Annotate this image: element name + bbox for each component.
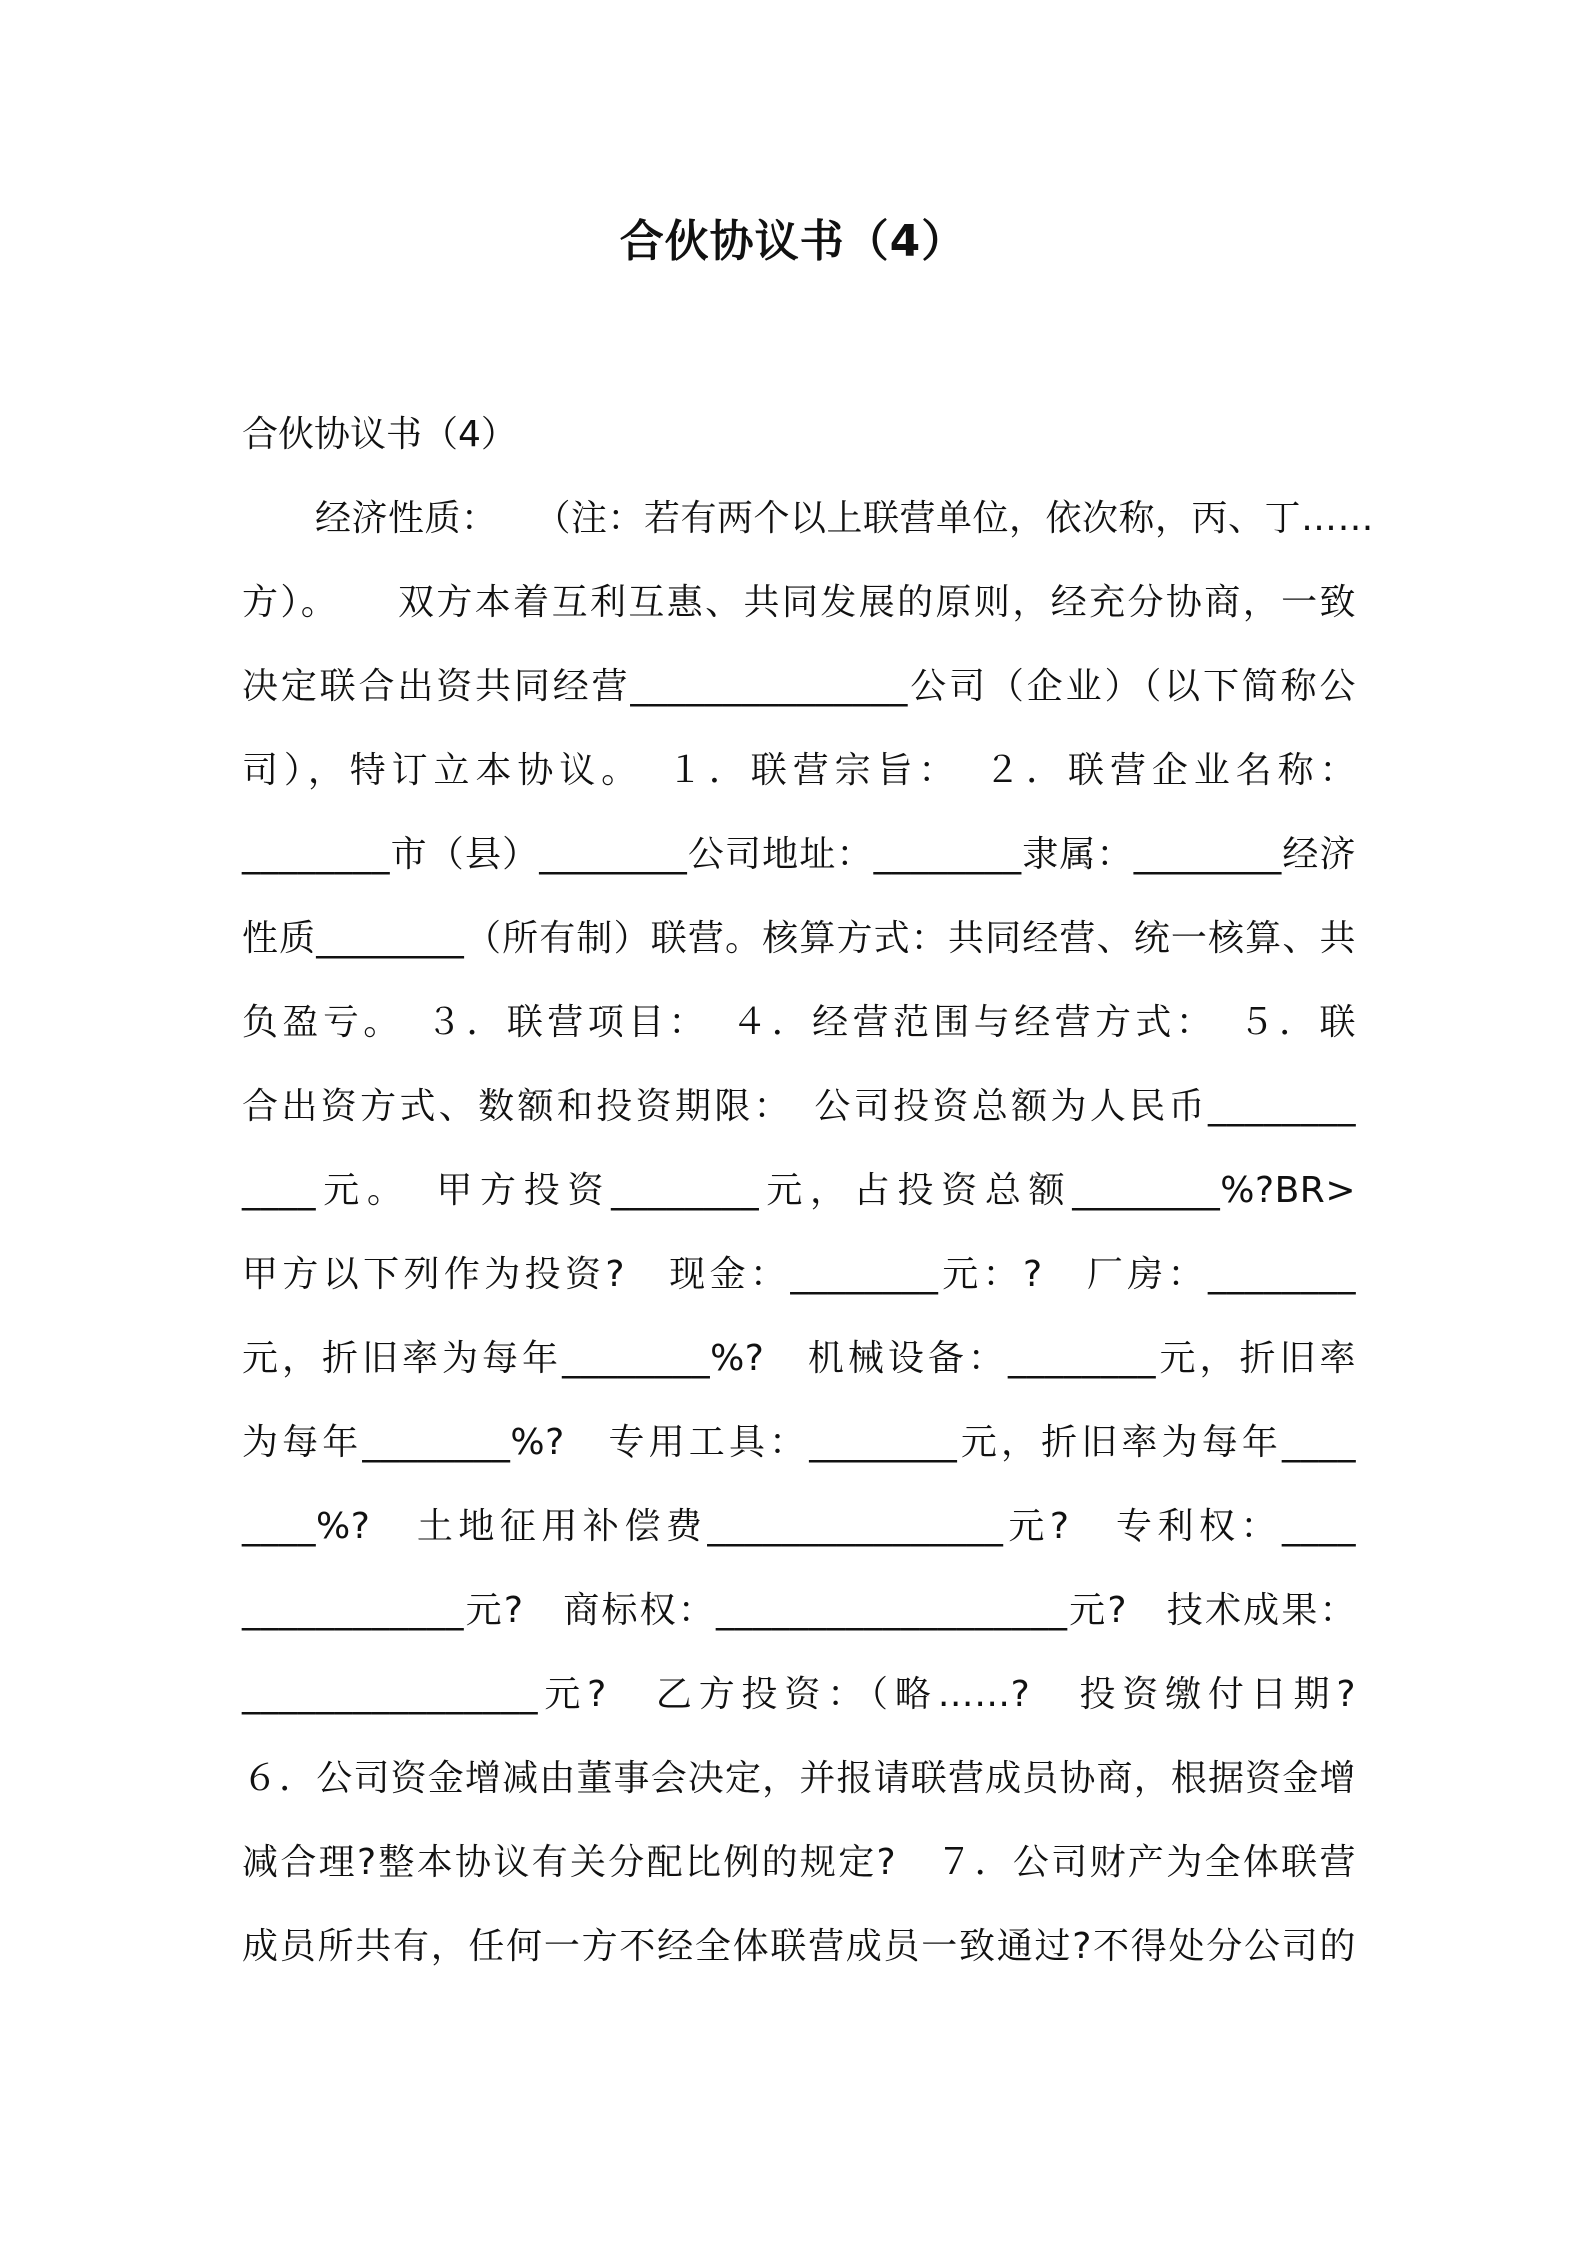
body-line: ____%? 土地征用补偿费________________元? 专利权：____ xyxy=(242,1506,1356,1547)
body-line: 为每年________%? 专用工具：________元，折旧率为每年____ xyxy=(242,1422,1356,1463)
body-line: 方）。 双方本着互利互惠、共同发展的原则，经充分协商，一致 xyxy=(242,582,1356,623)
body-line: 合出资方式、数额和投资期限： 公司投资总额为人民币________ xyxy=(242,1086,1356,1127)
body-line: ________市（县）________公司地址：________隶属：________经济 xyxy=(242,834,1356,875)
body-line: ____________元? 商标权：___________________元? 技术成果： xyxy=(242,1590,1356,1631)
body-line: 负盈亏。 ３．联营项目： ４．经营范围与经营方式： ５．联 xyxy=(242,1002,1356,1043)
body-line: 司），特订立本协议。 １．联营宗旨： ２．联营企业名称： xyxy=(242,750,1356,791)
body-line: 减合理?整本协议有关分配比例的规定? ７．公司财产为全体联营 xyxy=(242,1842,1356,1883)
body-line: 经济性质： （注：若有两个以上联营单位，依次称，丙、丁…… xyxy=(242,498,1375,539)
body-line: ________________元? 乙方投资：（略……? 投资缴付日期? xyxy=(242,1674,1356,1715)
document-subtitle: 合伙协议书（4） xyxy=(242,414,517,455)
body-line: 决定联合出资共同经营_______________公司（企业）（以下简称公 xyxy=(242,666,1356,707)
body-line: 元，折旧率为每年________%? 机械设备：________元，折旧率 xyxy=(242,1338,1356,1379)
document-title: 合伙协议书（4） xyxy=(619,216,967,267)
body-line: ６．公司资金增减由董事会决定，并报请联营成员协商，根据资金增 xyxy=(242,1758,1356,1799)
body-line: 成员所共有，任何一方不经全体联营成员一致通过?不得处分公司的 xyxy=(242,1926,1356,1967)
body-line: 性质________（所有制）联营。核算方式：共同经营、统一核算、共 xyxy=(242,918,1356,959)
body-line: 甲方以下列作为投资? 现金：________元：? 厂房：________ xyxy=(242,1254,1356,1295)
body-line: ____元。 甲方投资________元，占投资总额________%?BR> xyxy=(242,1170,1356,1211)
